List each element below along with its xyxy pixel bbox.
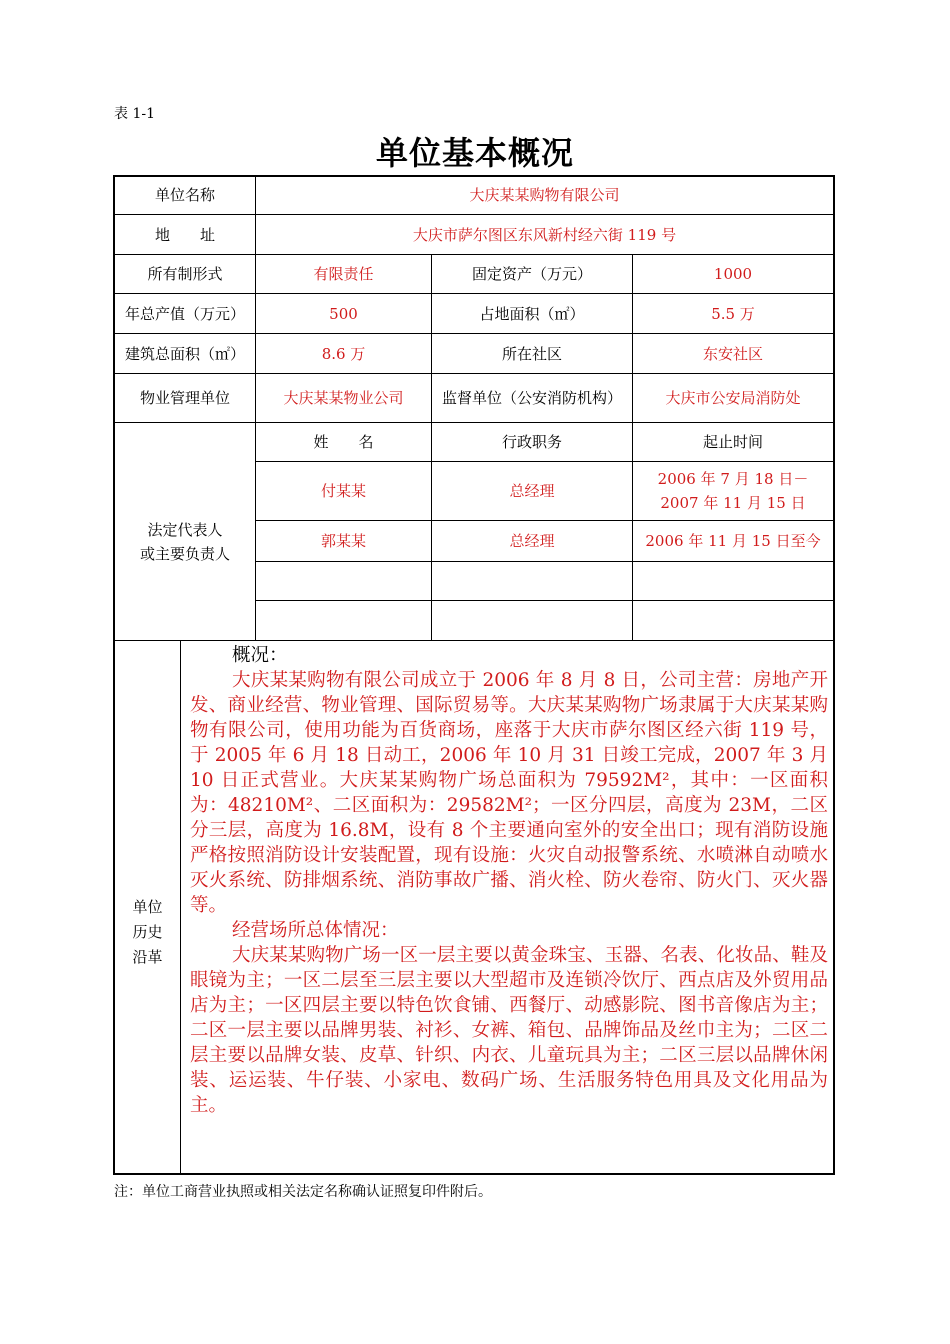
footnote: 注：单位工商营业执照或相关法定名称确认证照复印件附后。 [114,1184,492,1200]
history-content [190,643,828,1118]
page-title: 单位基本概况 [375,134,574,172]
address-value: 大庆市萨尔图区东风新村经六街 119 号 [412,225,677,244]
annual-output-value: 500 [329,304,358,323]
land-area-value: 5.5 万 [711,304,755,323]
person-2-name: 郭某某 [320,532,366,550]
property-manager-label: 物业管理单位 [139,389,230,407]
fixed-assets-label: 固定资产（万元） [471,265,592,283]
supervisor-value: 大庆市公安局消防处 [665,389,801,407]
header-name: 姓 名 [313,433,374,451]
address-label: 地 址 [154,225,215,244]
person-1-position: 总经理 [509,482,555,500]
building-area-label: 建筑总面积（㎡） [124,344,245,363]
history-label [115,641,180,1173]
person-1-period [633,462,833,520]
land-area-label: 占地面积（㎡） [479,304,585,323]
company-name-value: 大庆某某购物有限公司 [469,186,620,204]
person-1-period-line2: 2007 年 11 月 15 日 [660,494,806,512]
header-position: 行政职务 [501,433,562,451]
venue-paragraph: 大庆某某购物广场一区一层主要以黄金珠宝、玉器、名表、化妆品、鞋及眼镜为主；一区二层至三层主要以大型超市及连锁冷饮厅、西点店及外贸用品店为主；一区四层主要以特色饮食铺、西餐厅、动感影院、图书音像店为主；二区一层主要以品牌男装、衬衫、女裤、箱包、品牌饰品及丝巾主为；二区二层主要以品牌女装、皮草、针织、内衣、儿童玩具为主；二区三层以品牌休闲装、运运装、牛仔装、小家电、数码广场、生活服务特色用具及文化用品为主。 [190,945,828,1116]
history-label-line3: 沿革 [132,947,163,966]
supervisor-label: 监督单位（公安消防机构） [441,389,622,407]
community-label: 所在社区 [501,344,562,363]
legal-representative-label [115,423,255,640]
venue-heading: 经营场所总体情况： [232,920,399,941]
person-1-name: 付某某 [320,482,366,500]
header-period: 起止时间 [702,433,763,451]
overview-paragraph: 大庆某某购物有限公司成立于 2006 年 8 月 8 日，公司主营：房地产开发、商业经营、物业管理、国际贸易等。大庆某某购物广场隶属于大庆某某购物有限公司，使用功能为百货商场，座落于大庆市萨尔图区经六街 119 号，于 2005 年 6 月 18 日动工，2006 年 10 月 31 日竣工完成，2007 年 3 月 10 日正式营业。大庆某某购物广场总面积为 79592M²，其中：一区面积为：48210M²、二区面积为：29582M²；一区分四层，高度为 23M，二区分三层，高度为 16.8M，设有 8 个主要通向室外的安全出口；现有消防设施严格按照消防设计安装配置，现有设施：火灾自动报警系统、水喷淋自动喷水灭火系统、防排烟系统、消防事故广播、消火栓、防火卷帘、防火门、灭火器等。 [190,670,828,916]
person-2-position: 总经理 [509,532,555,550]
row-divider [113,640,835,641]
row-divider [255,561,835,562]
history-label-line2: 历史 [132,922,163,941]
history-label-line1: 单位 [132,897,163,916]
overview-heading: 概况： [232,645,288,666]
building-area-value: 8.6 万 [321,344,366,363]
fixed-assets-value: 1000 [713,265,753,283]
table-label: 表 1-1 [114,106,155,122]
ownership-label: 所有制形式 [147,265,223,283]
column-divider [180,640,181,1175]
annual-output-label: 年总产值（万元） [124,304,245,323]
ownership-value: 有限责任 [313,265,374,283]
legal-label-line2: 或主要负责人 [139,544,230,563]
row-divider [255,600,835,601]
person-1-period-line1: 2006 年 7 月 18 日－ [657,470,809,488]
company-name-label: 单位名称 [154,186,215,204]
community-value: 东安社区 [702,344,763,363]
property-manager-value: 大庆某某物业公司 [283,389,404,407]
legal-label-line1: 法定代表人 [147,520,223,539]
person-2-period: 2006 年 11 月 15 日至今 [645,532,821,550]
